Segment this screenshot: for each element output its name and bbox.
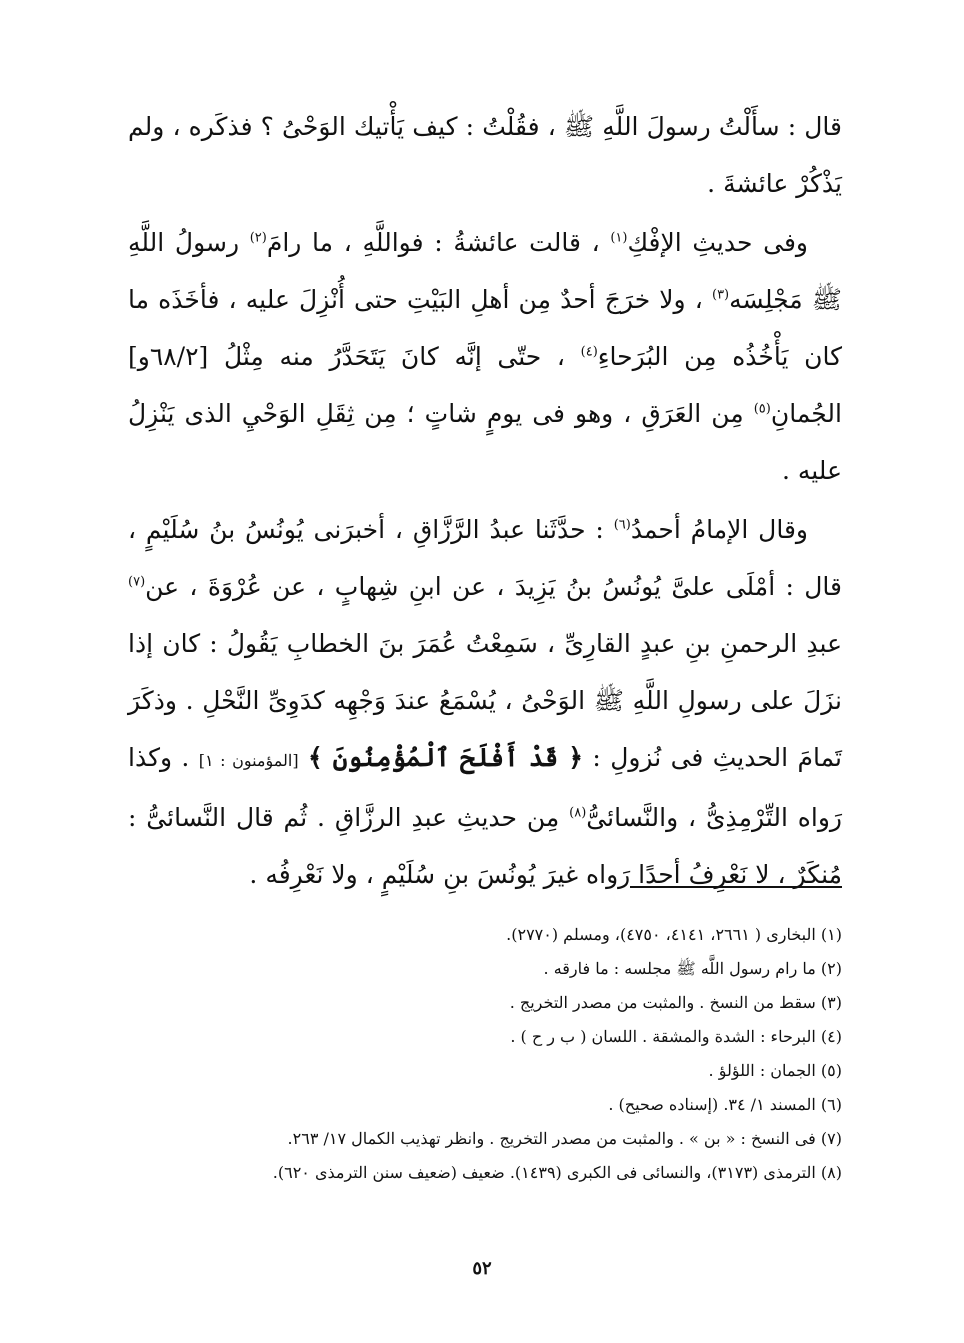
main-text bbox=[128, 98, 842, 903]
paragraph-3 bbox=[128, 501, 842, 903]
p3-text-d: . وكذا رَواه التِّرْمِذِىُّ ، والنَّسائىُّ bbox=[128, 743, 842, 832]
p2-text-c: رسولُ اللَّهِ ﷺ مَجْلِسَه bbox=[128, 228, 842, 314]
p3-text-a: وقال الإمامُ أحمدُ bbox=[630, 515, 808, 544]
footnote-ref-4[interactable]: (٤) bbox=[580, 344, 598, 360]
footnote-ref-7[interactable]: (٧) bbox=[128, 574, 146, 590]
footnote-4: (٤) البرحاء : الشدة والمشقة . اللسان ( ب ر ح ) . bbox=[510, 1027, 842, 1046]
p2-text-a: وفى حديثِ الإفْكِ bbox=[627, 228, 808, 257]
footnote-ref-6[interactable]: (٦) bbox=[613, 517, 631, 533]
footnote-1: (١) البخارى ( ٢٦٦١، ٤١٤١، ٤٧٥٠)، ومسلم (٢٧٧٠). bbox=[506, 925, 842, 944]
footnote-7: (٧) فى النسخ : « بن » . والمثبت من مصدر التخريج . وانظر تهذيب الكمال ١٧/ ٢٦٣. bbox=[287, 1129, 842, 1148]
footnote-divider bbox=[630, 886, 842, 888]
footnotes bbox=[128, 918, 842, 1190]
footnote-8: (٨) الترمذى (٣١٧٣)، والنسائى فى الكبرى (١٤٣٩). ضعيف (ضعيف سنن الترمذى ٦٢٠). bbox=[272, 1163, 842, 1182]
footnote-6: (٦) المسند ١/ ٣٤. (إسناده صحيح) . bbox=[608, 1095, 842, 1114]
p2-text-d: ، ولا خرَجَ أحدٌ مِن أهلِ البَيْتِ حتى أُنْزِلَ عليه ، فأخَذَه ما كان يَأْخُذُه مِن البُرَحاءِ bbox=[128, 285, 842, 371]
footnote-ref-8[interactable]: (٨) bbox=[569, 805, 587, 821]
footnote-5: (٥) الجمان : اللؤلؤ . bbox=[708, 1061, 842, 1080]
paragraph-1 bbox=[128, 98, 842, 212]
footnote-ref-1[interactable]: (١) bbox=[610, 230, 628, 246]
footnote-ref-3[interactable]: (٣) bbox=[711, 287, 730, 303]
paragraph-1-text: قال : سأَلْتُ رسولَ اللَّهِ ﷺ ، فقُلْتُ : كيف يَأْتيك الوَحْىُ ؟ فذكَره ، ولم يَذْكُرْ عائشةَ . bbox=[128, 112, 842, 198]
p2-text-f: مِن العَرَقِ ، وهو فى يومٍ شاتٍ ؛ مِن ثِقَلِ الوَحْيِ الذى يَنْزِلُ عليه . bbox=[128, 399, 842, 485]
p2-text-b: ، قالت عائشةُ : فواللَّهِ ، ما رامَ bbox=[266, 228, 611, 257]
quran-reference: [المؤمنون : ١] bbox=[198, 751, 299, 770]
footnote-ref-2[interactable]: (٢) bbox=[249, 230, 267, 246]
footnote-2: (٢) ما رام رسول اللَّه ﷺ مجلسه : ما فارقه . bbox=[543, 959, 842, 978]
p2-text-e: ، حتّى إنَّه كانَ يَتَحَدَّرُ منه مِثْلُ [٦٨/٢و] الجُمانِ bbox=[128, 342, 842, 428]
page-number: ٥٢ bbox=[472, 1258, 492, 1279]
p3-text-c: عبدِ الرحمنِ بنِ عبدٍ القارِىِّ ، سَمِعْتُ عُمَرَ بنَ الخطابِ يَقُولُ : كان إذا نزَلَ على رسولِ اللَّهِ ﷺ الوَحْىُ ، يُسْمَعُ عندَ وَجْهِه كدَوِىِّ النَّحْلِ . وذكَرَ تَمامَ الحديثِ فى نُزولِ : bbox=[128, 629, 842, 772]
footnote-3: (٣) سقط من النسخ . والمثبت من مصدر التخريج . bbox=[509, 993, 842, 1012]
p3-text-e: مِن حديثِ عبدِ الرزَّاقِ . ثُم قال النَّسائىُّ : مُنكَرٌ ، لا نَعْرِفُ أحدًا رَواه غيرَ يُونُسَ بنِ سُلَيْمٍ ، ولا نَعْرِفُه . bbox=[128, 803, 842, 889]
footnote-ref-5[interactable]: (٥) bbox=[753, 401, 771, 417]
quran-quote: ﴿ قَدْ أَفْلَحَ ٱلْمُؤْمِنُونَ ﴾ bbox=[307, 743, 583, 772]
paragraph-2 bbox=[128, 214, 842, 499]
p3-text-b: : حدَّثَنا عبدُ الرَّزَّاقِ ، أخبرَنى يُونُسُ بنُ سُلَيْمٍ ، قال : أمْلَى علىَّ يُونُسُ بنُ يَزِيدَ ، عن ابنِ شِهابٍ ، عن عُرْوَةَ ، عن bbox=[128, 515, 842, 601]
